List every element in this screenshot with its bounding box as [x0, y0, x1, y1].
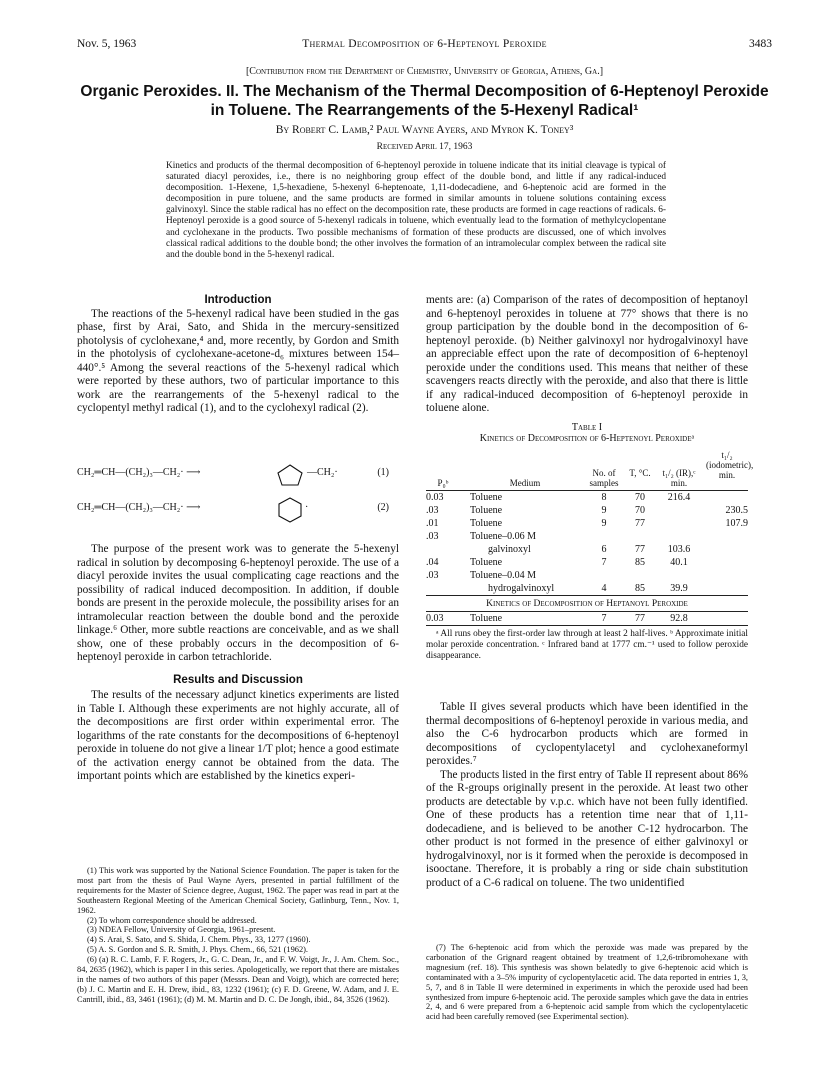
table-cell: 77 [635, 518, 645, 529]
table-cell: 77 [635, 544, 645, 555]
issue-date: Nov. 5, 1963 [77, 38, 137, 50]
footnote-1: (1) This work was supported by the National Science Foundation. The paper is taken for the most part from the thesis of Paul Wayne Ayers, presented in partial fulfillment of the requirements for the Master of Science degree, August, 1962. The paper was read in part at the Southeastern Regional Meeting of the American Chemical Society, Gatlinburg, Tenn., Nov. 1, 1962. [77, 866, 399, 915]
equation-2-reactant: CH₂═CH—(CH₂)₃—CH₂· ⟶ [77, 502, 201, 513]
left-column-top [77, 294, 399, 416]
page-number: 3483 [749, 38, 772, 50]
table-cell: 40.1 [670, 557, 688, 568]
table-row [426, 504, 748, 517]
table-cell: 7 [601, 613, 607, 624]
col-header-t-ir: t₁/₂ (IR),ᶜ min. [662, 468, 696, 488]
table-row [426, 556, 748, 569]
col-header-samples: No. of samples [589, 468, 619, 488]
table-cell: hydrogalvinoxyl [488, 583, 555, 594]
equation-2-product: · [305, 502, 309, 513]
products-paragraph-1: Table II gives several products which have been identified in the thermal decompositions of 6-heptenoyl peroxide in various media, and also the C-6 hydrocarbon products which are formed in decompositions of cyclopentylacetyl and cyclohexaneformyl peroxides.⁷ [426, 701, 748, 767]
equation-2 [77, 498, 399, 518]
results-heading: Results and Discussion [173, 673, 303, 686]
table-cell: 107.9 [725, 518, 748, 529]
running-head [77, 38, 772, 54]
col-header-t-iodometric: t₁/₂ (iodometric), min. [706, 450, 754, 480]
running-title: Thermal Decomposition of 6-Heptenoyl Peroxide [302, 38, 547, 50]
cyclohexane-ring-icon [276, 496, 304, 524]
footnote-7 [426, 943, 748, 1022]
table-cell: .04 [426, 557, 439, 568]
table-cell: Toluene [470, 613, 503, 624]
footnote-5: (5) A. S. Gordon and S. R. Smith, J. Phys. Chem., 66, 521 (1962). [87, 945, 309, 955]
table-cell: 70 [635, 492, 645, 503]
footnote-6: (6) (a) R. C. Lamb, F. F. Rogers, Jr., G. C. Dean, Jr., and F. W. Voigt, Jr., J. Am. Chem. Soc., 84, 2635 (1962), which is paper I in this series. Apologetically, we report that there are mistakes in the names of two authors of this paper (Messrs. Dean and Voigt), which are corrected here; (b) J. C. Martin and E. H. Drew, ibid., 83, 1232 (1961); (c) F. D. Greene, W. Adam, and J. E. Cantrill, ibid., 83, 3461 (1961); (d) M. M. Martin and D. C. De Jongh, ibid., 84, 3526 (1962). [77, 955, 399, 1004]
table-subtitle: Kinetics of Decomposition of Heptanoyl Peroxide [486, 599, 688, 609]
equation-1-reactant: CH₂═CH—(CH₂)₃—CH₂· ⟶ [77, 467, 201, 478]
table-row [426, 530, 748, 543]
table-cell: 77 [635, 613, 645, 624]
table-cell: 103.6 [667, 544, 691, 555]
col-header-p0: P₀ᵇ [437, 478, 449, 488]
article-title: Organic Peroxides. II. The Mechanism of the Thermal Decomposition of 6-Heptenoyl Peroxide in Toluene. The Rearrangements of the 5-Hexenyl Radical¹ [80, 83, 769, 119]
footnote-3: (3) NDEA Fellow, University of Georgia, 1961–present. [87, 925, 276, 935]
table-cell: galvinoxyl [488, 544, 531, 555]
table-cell: 9 [601, 505, 607, 516]
table-row [426, 612, 748, 625]
col-header-temperature: T, °C. [629, 468, 651, 478]
author-line: By Robert C. Lamb,² Paul Wayne Ayers, and Myron K. Toney³ [275, 124, 574, 136]
table-body [426, 491, 748, 595]
table-label: Table I [571, 422, 603, 433]
table-cell: 230.5 [725, 505, 748, 516]
table-notes [426, 629, 748, 662]
equation-1-number: (1) [377, 467, 389, 478]
left-column-bottom [77, 543, 399, 784]
introduction-heading: Introduction [204, 294, 272, 306]
right-column-bottom [426, 701, 748, 890]
table-cell: 39.9 [670, 583, 688, 594]
table-cell: Toluene–0.04 M [470, 570, 536, 581]
table-row [426, 543, 748, 556]
right-column-top [426, 294, 748, 416]
footnote-7-text: (7) The 6-heptenoic acid from which the peroxide was made was prepared by the carbonation of the Grignard reagent obtained by treatment of 1,2,6-tribromohexane with magnesium (ref. 18). This synthesis was shown belatedly to give 6-heptenoic acid which is contaminated with a 3–5% impurity of cyclopentylacetic acid. The data reported in entries 1, 3, 5, 7, and 8 in Table II were determined in experiments in which the peroxide used had been synthesized from impure 6-heptenoic acid. The peroxide samples which gave the data in entries 2, 4, and 6 were prepared from a 6-heptenoic acid sample from which the cyclopentylacetic acid had been carefully removed (see Experimental section). [426, 943, 748, 1022]
equation-2-number: (2) [377, 502, 389, 513]
table-cell: Toluene [470, 518, 503, 529]
received-date: Received April 17, 1963 [376, 142, 473, 152]
table-1 [426, 422, 754, 662]
table-cell: 8 [601, 492, 607, 503]
table-cell: 85 [635, 583, 645, 594]
table-cell: 7 [601, 557, 607, 568]
table-title: Kinetics of Decomposition of 6-Heptenoyl Peroxideᵃ [479, 433, 695, 444]
table-subbody [426, 612, 748, 625]
table-cell: .03 [426, 531, 439, 542]
table-cell: 4 [601, 583, 607, 594]
table-cell: .03 [426, 505, 439, 516]
table-cell: Toluene–0.06 M [470, 531, 536, 542]
table-row [426, 582, 748, 595]
table-row [426, 491, 748, 504]
footnotes-left [77, 866, 399, 1005]
contribution-line: [Contribution from the Department of Chemistry, University of Georgia, Athens, Ga.] [245, 66, 604, 77]
abstract: Kinetics and products of the thermal decomposition of 6-heptenoyl peroxide in toluene indicate that its initial cleavage is typical of saturated diacyl peroxides, i.e., there is no neighboring group effect of the double bond, and little if any radical-induced decomposition. 1-Hexene, 1,5-hexadiene, 5-hexenyl 6-heptenoate, 1,11-dodecadiene, and 6-heptenoic acid are formed in the decomposition in pure toluene, and the same products are formed in similar amounts in toluene solutions containing excess galvinoxyl. Since the stable radical has no effect on the decomposition rate, these products are formed in cage reactions of radicals. 6-Heptenoyl peroxide is a good source of 5-hexenyl radicals in toluene, which eventually lead to the formation of methylcyclopentane and cyclohexane in the products. Two possible mechanisms of formation of these products are discussed, one of which involves classical radical additions to the double bond; the other involves the formation of an intramolecular complex between the radical site and the double bond in the 5-hexenyl radical. [166, 161, 666, 260]
results-paragraph-1: The results of the necessary adjunct kinetics experiments are listed in Table I. Although these experiments are not highly accurate, all of the decompositions are first order within experimental error. The logarithms of the rate constants for the decompositions of 6-heptenoyl peroxide in toluene do not give a linear 1/T plot; hence a good estimate of the activation energy cannot be obtained from the data. The important points which are established by the kinetics experi- [77, 689, 399, 782]
intro-paragraph-1: The reactions of the 5-hexenyl radical have been studied in the gas phase, first by Arai, Sato, and Shida in the mercury-sensitized photolysis of cyclohexane,⁴ and, more recently, by Gordon and Smith in the photolysis of cyclohexane-acetone-d₆ mixtures between 154–440°.⁵ Among the several reactions of the 5-hexenyl radical which were reported by these authors, two of particular importance to this work are the rearrangements of the 5-hexenyl radical to the cyclopentyl methyl radical (1), and to the cyclohexyl radical (2). [77, 307, 399, 414]
table-cell: 0.03 [426, 613, 444, 624]
intro-paragraph-2: The purpose of the present work was to generate the 5-hexenyl radical in solution by decomposing 6-heptenoyl peroxide. The use of a diacyl peroxide invites the usual complicating cage reactions and the possibility of radical induced decomposition. In addition, if double bonds are present in the peroxide molecule, the possibility arises for an intramolecular reaction between the double bond and the peroxide linkage.⁶ Other, more subtle reactions are conceivable, and as we shall show, one of these probably occurs in the decomposition of 6-heptenoyl peroxide in carbon tetrachloride. [77, 543, 399, 663]
table-row [426, 517, 748, 530]
table-cell: 92.8 [670, 613, 688, 624]
table-cell: 6 [601, 544, 607, 555]
table-cell: 216.4 [667, 492, 691, 503]
table-cell: Toluene [470, 557, 503, 568]
kinetics-findings-paragraph: ments are: (a) Comparison of the rates of decomposition of heptanoyl and 6-heptenoyl peroxides in toluene at 77° shows that there is no group participation by the double bond in the decomposition of 6-heptenoyl peroxide. (b) Neither galvinoxyl nor hydrogalvinoxyl have an appreciable effect upon the rate of decomposition of 6-heptenoyl peroxide under the conditions used. This means that neither of these scavengers reacts directly with the peroxide, and also that there is little if any radical-induced decomposition of 6-heptenoyl peroxide in toluene alone. [426, 294, 748, 414]
table-cell: .03 [426, 570, 439, 581]
table-cell: 85 [635, 557, 645, 568]
footnote-2: (2) To whom correspondence should be addressed. [87, 915, 257, 925]
table-cell: 0.03 [426, 492, 444, 503]
table-row [426, 569, 748, 582]
equation-1 [77, 463, 399, 483]
cyclopentane-ring-icon [275, 463, 305, 487]
table-cell: .01 [426, 518, 439, 529]
table-header [426, 448, 754, 491]
table-cell: 70 [635, 505, 645, 516]
table-cell: 9 [601, 518, 607, 529]
footnote-4: (4) S. Arai, S. Sato, and S. Shida, J. Chem. Phys., 33, 1277 (1960). [87, 935, 311, 945]
table-note: ᵃ All runs obey the first-order law through at least 2 half-lives. ᵇ Approximate initial molar peroxide concentration. ᶜ Infrared band at 1777 cm.⁻¹ used to follow peroxide disappearance. [426, 629, 748, 661]
col-header-medium: Medium [509, 478, 541, 488]
equation-1-product: —CH₂· [307, 467, 338, 478]
table-cell: Toluene [470, 492, 503, 503]
products-paragraph-2: The products listed in the first entry of Table II represent about 86% of the R-groups originally present in the peroxide. At least two other products are detectable by v.p.c. which have not been fully identified. One of these products has a retention time near that of 1,11-dodecadiene, and is believed to be another C-12 hydrocarbon. The other product is not formed in the presence of either galvinoxyl or hydrogalvinoxyl, nor is it formed when the peroxide is decomposed in isooctane. Therefore, it is probably a ring or side chain substitution product of a C-6 radical on toluene. The two unidentified [426, 768, 748, 889]
table-cell: Toluene [470, 505, 503, 516]
